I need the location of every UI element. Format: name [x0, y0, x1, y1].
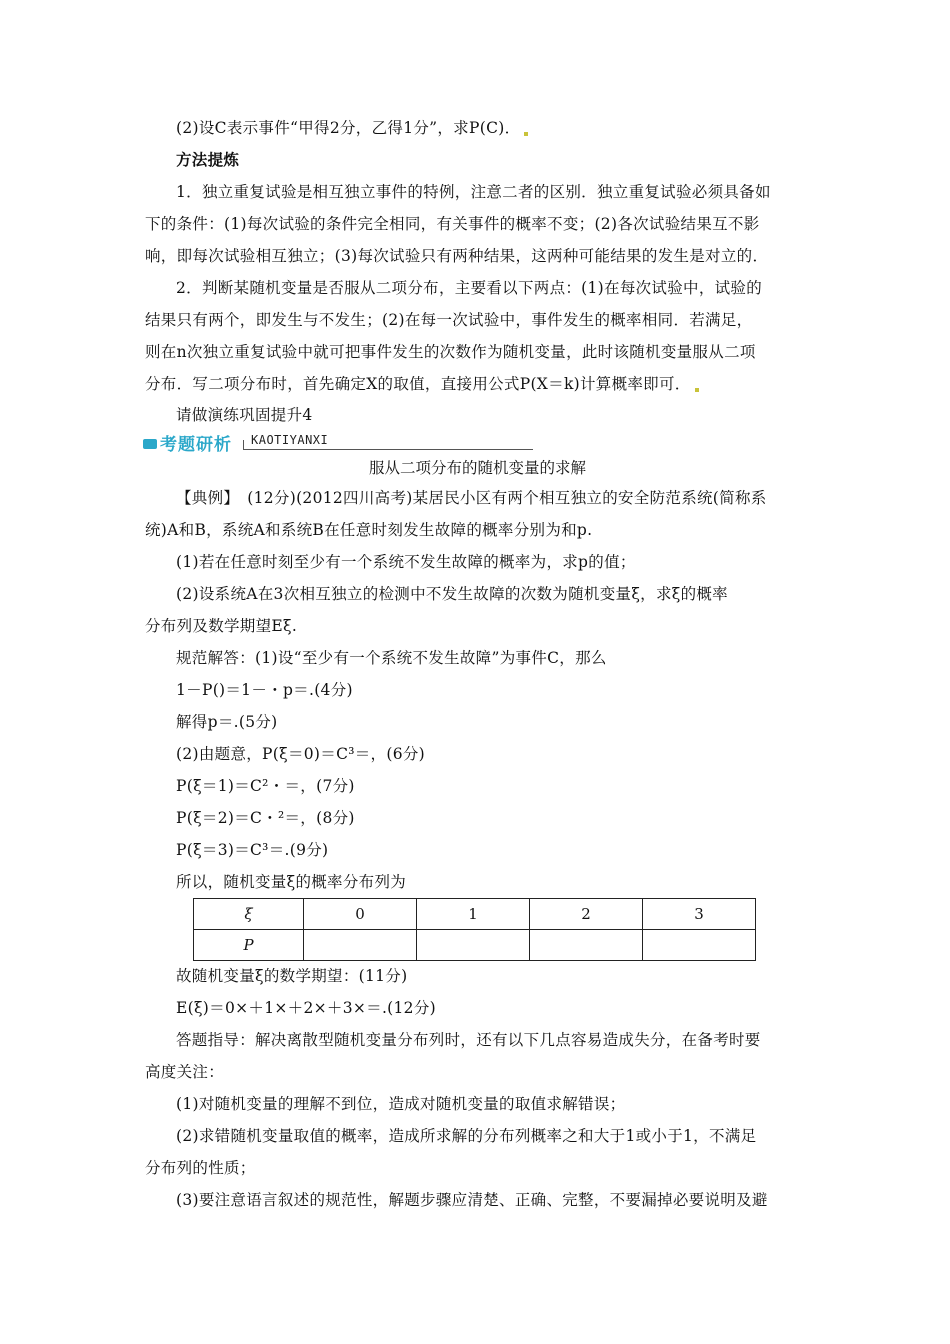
solution-line-10: E(ξ)＝0×＋1×＋2×＋3×＝.(12分) — [176, 999, 436, 1017]
banner-subtitle: KAOTIYANXI — [251, 433, 329, 447]
marker-dot — [695, 388, 699, 392]
guide-line-6: (3)要注意语言叙述的规范性，解题步骤应清楚、正确、完整，不要漏掉必要说明及避 — [176, 1191, 768, 1209]
table-cell — [304, 930, 417, 961]
table-cell — [530, 930, 643, 961]
solution-line-5: P(ξ＝1)＝C²・＝，(7分) — [176, 777, 355, 795]
method-1-line-1: 1．独立重复试验是相互独立事件的特例，注意二者的区别．独立重复试验必须具备如 — [176, 183, 771, 201]
table-cell — [643, 930, 756, 961]
banner-rule — [243, 449, 533, 450]
banner-title: 考题研析 — [143, 430, 232, 455]
guide-line-2: 高度关注： — [145, 1063, 225, 1081]
method-1-line-3: 响，即每次试验相互独立；(3)每次试验只有两种结果，这两种可能结果的发生是对立的． — [145, 247, 769, 265]
distribution-table — [193, 898, 756, 961]
method-2-line-3: 则在n次独立重复试验中就可把事件发生的次数作为随机变量，此时该随机变量服从二项 — [145, 343, 756, 361]
table-cell: 3 — [643, 899, 756, 930]
method-2-line-2: 结果只有两个，即发生与不发生；(2)在每一次试验中，事件发生的概率相同．若满足， — [145, 311, 753, 329]
question-part-2: (2)设C表示事件“甲得2分，乙得1分”，求P(C)． — [176, 118, 841, 138]
solution-line-2: 1－P()＝1－・p＝.(4分) — [176, 681, 353, 699]
method-2-line-4: 分布．写二项分布时，首先确定X的取值，直接用公式P(X＝k)计算概率即可． — [145, 374, 810, 394]
table-cell: P — [194, 930, 304, 961]
marker-dot — [524, 132, 528, 136]
guide-line-4: (2)求错随机变量取值的概率，造成所求解的分布列概率之和大于1或小于1，不满足 — [176, 1127, 757, 1145]
example-line-1: 【典例】 (12分)(2012四川高考)某居民小区有两个相互独立的安全防范系统(简称系 — [176, 489, 767, 507]
banner-arrow-icon — [143, 439, 157, 449]
method-1-line-2: 下的条件：(1)每次试验的条件完全相同，有关事件的概率不变；(2)各次试验结果互不影 — [145, 215, 760, 233]
solution-line-7: P(ξ＝3)＝C³＝.(9分) — [176, 841, 329, 859]
table-cell — [417, 930, 530, 961]
example-line-3: (1)若在任意时刻至少有一个系统不发生故障的概率为，求p的值； — [176, 553, 636, 571]
method-2-line-1: 2．判断某随机变量是否服从二项分布，主要看以下两点：(1)在每次试验中，试验的 — [176, 279, 763, 297]
guide-line-3: (1)对随机变量的理解不到位，造成对随机变量的取值求解错误； — [176, 1095, 626, 1113]
table-row — [194, 899, 756, 930]
section-title: 服从二项分布的随机变量的求解 — [368, 459, 586, 477]
table-cell: ξ — [194, 899, 304, 930]
guide-line-5: 分布列的性质； — [145, 1159, 256, 1177]
table-cell: 0 — [304, 899, 417, 930]
table-row — [194, 930, 756, 961]
example-line-5: 分布列及数学期望Eξ. — [145, 617, 298, 635]
solution-line-1: 规范解答：(1)设“至少有一个系统不发生故障”为事件C，那么 — [176, 649, 607, 667]
example-line-4: (2)设系统A在3次相互独立的检测中不发生故障的次数为随机变量ξ，求ξ的概率 — [176, 585, 728, 603]
solution-line-3: 解得p＝.(5分) — [176, 713, 278, 731]
example-line-2: 统)A和B，系统A和系统B在任意时刻发生故障的概率分别为和p. — [145, 521, 593, 539]
section-banner — [143, 430, 393, 456]
solution-line-9: 故随机变量ξ的数学期望：(11分) — [176, 967, 408, 985]
table-cell: 1 — [417, 899, 530, 930]
solution-line-6: P(ξ＝2)＝C・²＝，(8分) — [176, 809, 355, 827]
guide-line-1: 答题指导：解决离散型随机变量分布列时，还有以下几点容易造成失分，在备考时要 — [176, 1031, 761, 1049]
heading-method: 方法提炼 — [176, 151, 240, 169]
practice-note: 请做演练巩固提升4 — [176, 406, 313, 424]
solution-line-8: 所以，随机变量ξ的概率分布列为 — [176, 873, 407, 891]
solution-line-4: (2)由题意，P(ξ＝0)＝C³＝，(6分) — [176, 745, 426, 763]
table-cell: 2 — [530, 899, 643, 930]
